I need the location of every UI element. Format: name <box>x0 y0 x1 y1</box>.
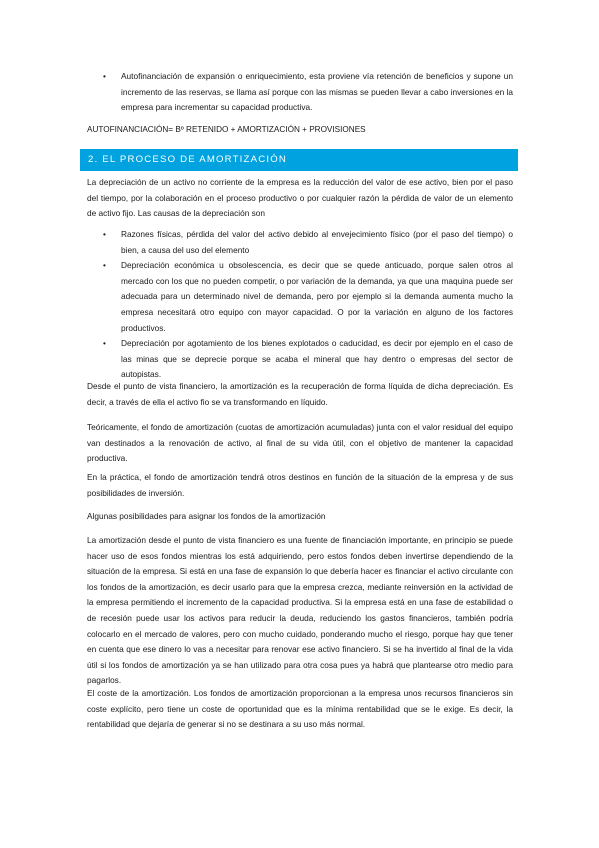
list-item-text: Razones físicas, pérdida del valor del activo debido al envejecimiento físico (por el paso del tiempo) o bien, a causa del uso del elemento <box>121 229 513 255</box>
amortization-cost-paragraph: El coste de la amortización. Los fondos de amortización proporcionan a la empresa unos recursos financieros sin coste explícito, pero tiene un coste de oportunidad que es la mínima rentabilidad que se le exige. Es decir, la rentabilidad que dejaría de generar si no se destinara a su uso más normal. <box>87 688 513 730</box>
bullet-icon: • <box>103 260 106 271</box>
list-item <box>87 258 513 336</box>
list-item-text: Autofinanciación de expansión o enriquecimiento, esta proviene vía retención de beneficios y supone un incremento de las reservas, se llama así porque con las mismas se pueden llevar a cabo inversiones en la empresa para incrementar su capacidad productiva. <box>121 71 513 113</box>
bullet-icon: • <box>103 338 106 349</box>
practice-paragraph: En la práctica, el fondo de amortización tendrá otros destinos en función de la situación de la empresa y de sus posibilidades de inversión. <box>87 472 513 498</box>
list-item-text: Depreciación por agotamiento de los bienes explotados o caducidad, es decir por ejemplo en el caso de las minas que se deprecie porque se acaba el mineral que hay dentro o empresas del sector de autopistas. <box>121 338 513 380</box>
autofinancing-formula: AUTOFINANCIACIÓN= Bº RETENIDO + AMORTIZACIÓN + PROVISIONES <box>87 125 366 134</box>
possibilities-subheading: Algunas posibilidades para asignar los fondos de la amortización <box>87 511 326 521</box>
financial-viewpoint-paragraph: Desde el punto de vista financiero, la amortización es la recuperación de forma líquida de dicha depreciación. Es decir, a través de ella el activo fio se va transformando en líquido. <box>87 381 513 407</box>
bullet-icon: • <box>103 229 106 239</box>
bullet-icon: • <box>103 71 106 81</box>
list-item <box>87 227 513 258</box>
list-item <box>87 69 513 116</box>
depreciation-causes-list <box>87 227 513 383</box>
section-heading: 2. EL PROCESO DE AMORTIZACIÓN <box>80 149 518 171</box>
list-item <box>87 336 513 383</box>
theory-paragraph: Teóricamente, el fondo de amortización (cuotas de amortización acumuladas) junta con el valor residual del equipo van destinados a la renovación de activo, al final de su vida útil, con el objetivo de mantener la capacidad productiva. <box>87 422 513 464</box>
list-item-text: Depreciación económica u obsolescencia, es decir que se quede anticuado, porque salen otros al mercado con los que no pueden competir, o por variación de la demanda, ya que una maquina puede ser adecuada para un determinado nivel de demanda, pero por ejemplo si la demanda aumenta mucho la empresa necesitará otro equipo con mayor capacidad. O por la variación en alguno de los factores productivos. <box>121 260 513 333</box>
possibilities-paragraph: La amortización desde el punto de vista financiero es una fuente de financiación importante, en principio se puede hacer uso de esos fondos mientras los está adquiriendo, pero estos fondos deben invertirse dependiendo de la situación de la empresa. Si está en una fase de expansión lo que debería hacer es financiar el activo circulante con los fondos de la amortización, es decir usarlo para que la empresa crezca, mediante reinversión en la actividad de la empresa permitiendo el incremento de la capacidad productiva. Si la empresa está en una fase de estabilidad o de recesión puede usar los activos para reducir la deuda, reduciendo los gastos financieros, también podría colocarlo en el mercado de valores, pero con mucho cuidado, ponderando mucho el riesgo, porque hay que tener en cuenta que ese dinero lo vas a necesitar para renovar ese activo financiero. Si se ha invertido al final de la vida útil si los fondos de amortización ya se han utilizado para otra cosa pues ya habrá que plantearse otro medio para pagarlos. <box>87 535 513 686</box>
intro-paragraph: La depreciación de un activo no corriente de la empresa es la reducción del valor de ese activo, bien por el paso del tiempo, por la colaboración en el proceso productivo o por cualquier razón la pérdida de valor de un elemento de activo fijo. Las causas de la depreciación son <box>87 177 513 219</box>
autofinancing-bullet-list <box>87 69 513 116</box>
